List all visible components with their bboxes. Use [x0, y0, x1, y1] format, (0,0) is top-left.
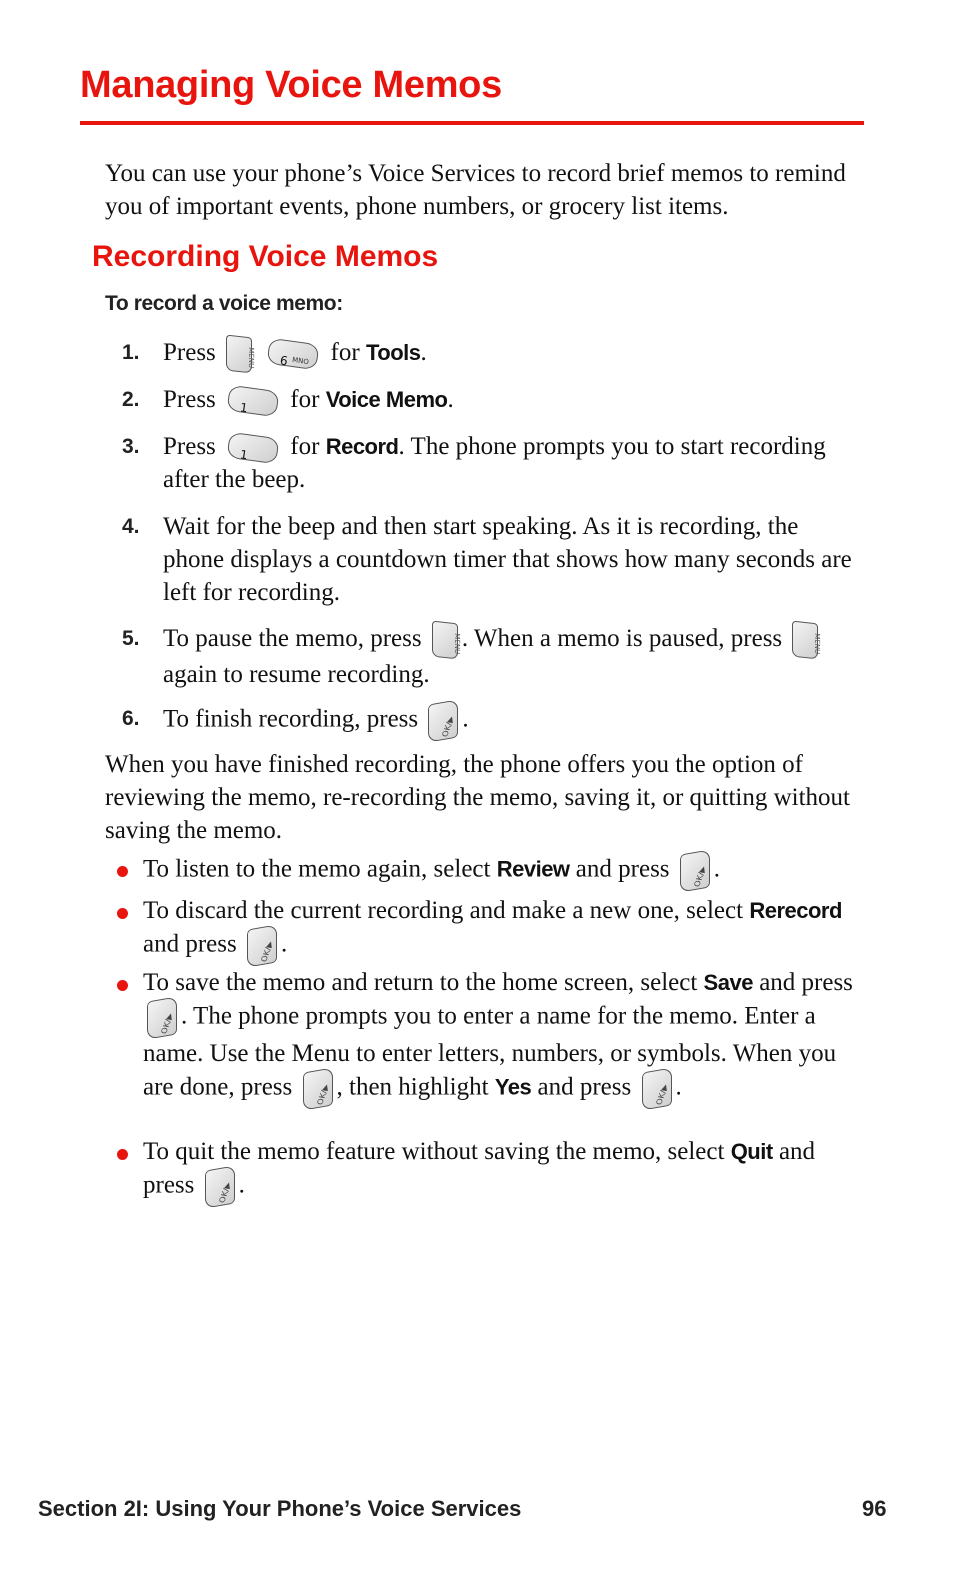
bullet-text-a: To quit the memo feature without saving the memo, select — [143, 1138, 725, 1165]
step-text — [163, 336, 863, 372]
bullet-text — [143, 852, 863, 890]
keyword-tools: Tools — [365, 340, 421, 365]
bullet-text — [143, 894, 863, 965]
footer-section-title: Section 2I: Using Your Phone’s Voice Services — [38, 1496, 522, 1521]
step-text — [163, 383, 863, 416]
menu-key-icon: MENU — [432, 621, 458, 660]
keyword-voice-memo: Voice Memo — [325, 387, 448, 412]
ok-key-icon: OK/▶ — [642, 1067, 672, 1110]
step-text — [163, 430, 863, 496]
key-1-icon: 1 — [226, 385, 279, 418]
keyword-rerecord: Rerecord — [749, 898, 842, 923]
bullet-text-c: . The phone prompts you to enter a name for the memo. Enter a name. Use the Menu to enter letters, numbers, or symbols. When you are done, press — [143, 1002, 837, 1101]
step-text-press: Press — [163, 339, 216, 366]
step-number: 2. — [122, 388, 140, 411]
ok-key-icon: OK/▶ — [147, 996, 177, 1039]
keyword-review: Review — [496, 856, 570, 882]
bullet-text-b: and press — [143, 1138, 816, 1199]
step-text-rest: . The phone prompts you to start recording after the beep. — [163, 433, 826, 493]
keyword-yes: Yes — [494, 1074, 532, 1100]
page-title: Managing Voice Memos — [80, 64, 502, 106]
section-heading: Recording Voice Memos — [92, 240, 439, 273]
step-text: Wait for the beep and then start speaking. As it is recording, the phone displays a countdown timer that shows how many seconds are left for recording. — [163, 513, 852, 606]
bullet-text-end: . — [280, 930, 288, 958]
ok-key-icon: OK/▶ — [680, 849, 710, 892]
step-number: 5. — [122, 627, 140, 650]
ok-key-icon: OK/▶ — [428, 699, 458, 742]
intro-paragraph: You can use your phone’s Voice Services to record brief memos to remind you of important events, phone numbers, or grocery list items. — [105, 160, 846, 220]
bullet-text-b: and press — [575, 855, 670, 883]
bullet-text-end: . — [238, 1171, 245, 1199]
menu-key-icon: MENU — [226, 335, 252, 374]
step-text — [163, 622, 863, 691]
procedure-subheading: To record a voice memo: — [105, 292, 343, 315]
keyword-record: Record — [325, 434, 399, 459]
step-text-for: for — [290, 386, 320, 413]
step-text-b: . When a memo is paused, press — [461, 625, 783, 652]
bullet-text — [143, 966, 863, 1108]
bullet-text — [143, 1135, 863, 1206]
options-paragraph: When you have finished recording, the phone offers you the option of reviewing the memo, re-recording the memo, saving it, or quitting without saving the memo. — [105, 751, 850, 844]
bullet-text-d: , then highlight — [336, 1073, 489, 1101]
bullet-dot — [117, 866, 128, 877]
ok-key-icon: OK/▶ — [247, 924, 277, 967]
bullet-dot — [117, 908, 128, 919]
keyword-save: Save — [703, 970, 753, 995]
keyword-quit: Quit — [730, 1139, 773, 1164]
ok-key-icon: OK/▶ — [205, 1165, 235, 1208]
bullet-text-end: . — [675, 1073, 682, 1101]
step-number: 1. — [122, 341, 140, 364]
bullet-text-e: and press — [537, 1073, 632, 1101]
key-6-icon: 6 MNO — [267, 338, 320, 371]
title-underline — [80, 121, 864, 125]
bullet-dot — [117, 1149, 128, 1160]
bullet-text-end: . — [713, 855, 721, 883]
step-text-press: Press — [163, 386, 216, 413]
step-text-for: for — [330, 339, 360, 366]
key-1-icon: 1 — [226, 432, 279, 465]
step-text-end: . — [462, 705, 469, 733]
step-text-a: To pause the memo, press — [163, 625, 422, 652]
bullet-dot — [117, 980, 128, 991]
menu-key-icon: MENU — [792, 621, 818, 660]
bullet-text-b: and press — [143, 930, 237, 958]
step-text-a: To finish recording, press — [163, 705, 419, 733]
bullet-text-a: To save the memo and return to the home screen, select — [143, 969, 698, 996]
step-number: 4. — [122, 515, 140, 538]
step-text-end: . — [420, 339, 427, 366]
bullet-text-b: and press — [759, 969, 853, 996]
step-text — [163, 702, 863, 740]
bullet-text-a: To discard the current recording and make a new one, select — [143, 897, 744, 924]
bullet-text-a: To listen to the memo again, select — [143, 855, 491, 883]
step-number: 6. — [122, 707, 140, 730]
step-text-c: again to resume recording. — [163, 661, 430, 689]
step-number: 3. — [122, 435, 140, 458]
step-text-for: for — [290, 433, 320, 460]
page-number: 96 — [862, 1496, 887, 1521]
step-text-end: . — [447, 386, 454, 413]
step-text-press: Press — [163, 433, 216, 460]
ok-key-icon: OK/▶ — [303, 1067, 333, 1110]
